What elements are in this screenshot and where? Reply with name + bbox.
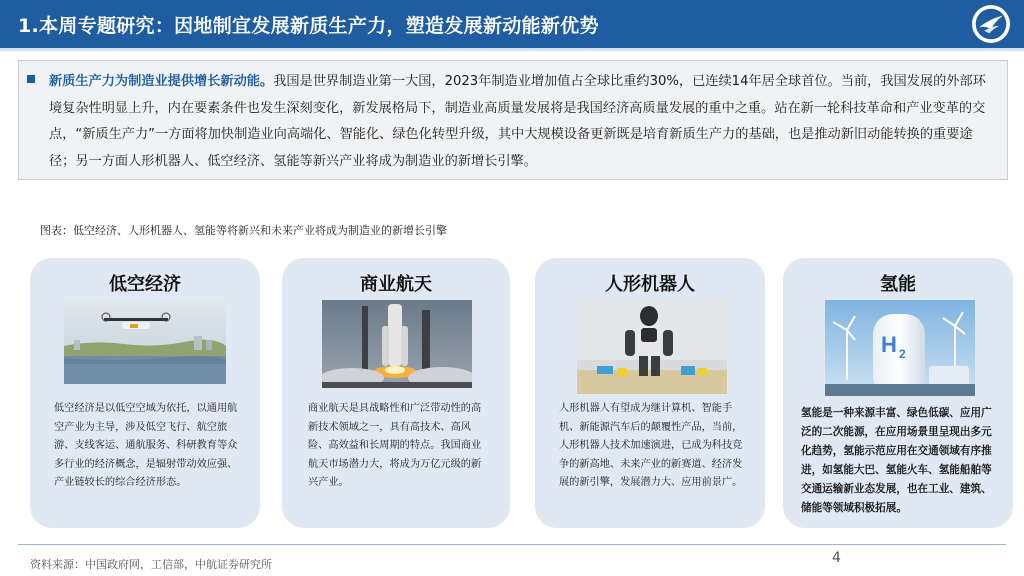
svg-text:2: 2	[899, 347, 906, 361]
header-divider	[0, 48, 1024, 51]
source-note: 资料来源：中国政府网，工信部，中航证券研究所	[30, 558, 272, 571]
card-commercial-aerospace	[282, 258, 510, 528]
summary-body: 我国是世界制造业第一大国，2023年制造业增加值占全球比重约30%，已连续14年居全球首位。当前，我国发展的外部环境复杂性明显上升，内在要素条件也发生深刻变化，新发展格局下，制造业高质量发展将是我国经济高质量发展的重中之重。站在新一轮科技革命和产业变革的交点，“新质生产力”一方面将加快制造业向高端化、智能化、绿色化转型升级，其中大规模设备更新既是培育新质生产力的基础，也是推动新旧动能转换的重要途径；另一方面人形机器人、低空经济、氢能等新兴产业将成为制造业的新增长引擎。	[49, 74, 986, 169]
page-title: 1.本周专题研究：因地制宜发展新质生产力，塑造发展新动能新优势	[18, 14, 599, 37]
card-hydrogen-energy	[783, 258, 1013, 528]
drone-over-lake-image	[64, 300, 226, 384]
card-description: 人形机器人有望成为继计算机、智能手机、新能源汽车后的颠覆性产品，当前，人形机器人技术加速演进，已成为科技竞争的新高地、未来产业的新赛道、经济发展的新引擎，发展潜力大、应用前景广。	[559, 403, 743, 488]
card-title: 商业航天	[360, 274, 432, 295]
card-title: 氢能	[880, 274, 916, 295]
footer-divider	[18, 544, 1006, 545]
card-description: 低空经济是以低空空域为依托，以通用航空产业为主导，涉及低空飞行、航空旅游、支线客运、通航服务、科研教育等众多行业的经济概念，是辐射带动效应强、产业链较长的综合经济形态。	[54, 403, 238, 488]
avic-logo-icon	[972, 5, 1010, 43]
summary-box	[18, 60, 1008, 180]
card-low-altitude-economy	[30, 258, 260, 528]
card-title: 低空经济	[109, 274, 181, 295]
card-description: 商业航天是具战略性和广泛带动性的高新技术领域之一，具有高技术、高风险、高效益和长周期的特点。我国商业航天市场潜力大，将成为万亿元级的新兴产业。	[308, 403, 482, 488]
card-title: 人形机器人	[605, 274, 695, 295]
hydrogen-tank-wind-turbine-image	[825, 300, 975, 396]
svg-text:H: H	[881, 332, 897, 357]
page-number: 4	[832, 550, 841, 566]
page-header	[0, 0, 1024, 48]
summary-lead: 新质生产力为制造业提供增长新动能。	[49, 74, 274, 89]
card-humanoid-robot	[535, 258, 765, 528]
card-description: 氢能是一种来源丰富、绿色低碳、应用广泛的二次能源，在应用场景里呈现出多元化趋势，氢能示范应用在交通领域有序推进，如氢能大巴、氢能火车、氢能船舶等交通运输新业态发展，也在工业、建筑、储能等领域积极拓展。	[801, 407, 992, 514]
bullet-square-icon	[27, 75, 35, 83]
humanoid-robot-image	[577, 300, 727, 394]
figure-caption: 图表：低空经济、人形机器人、氢能等将新兴和未来产业将成为制造业的新增长引擎	[40, 224, 447, 237]
rocket-launch-image	[322, 300, 472, 388]
